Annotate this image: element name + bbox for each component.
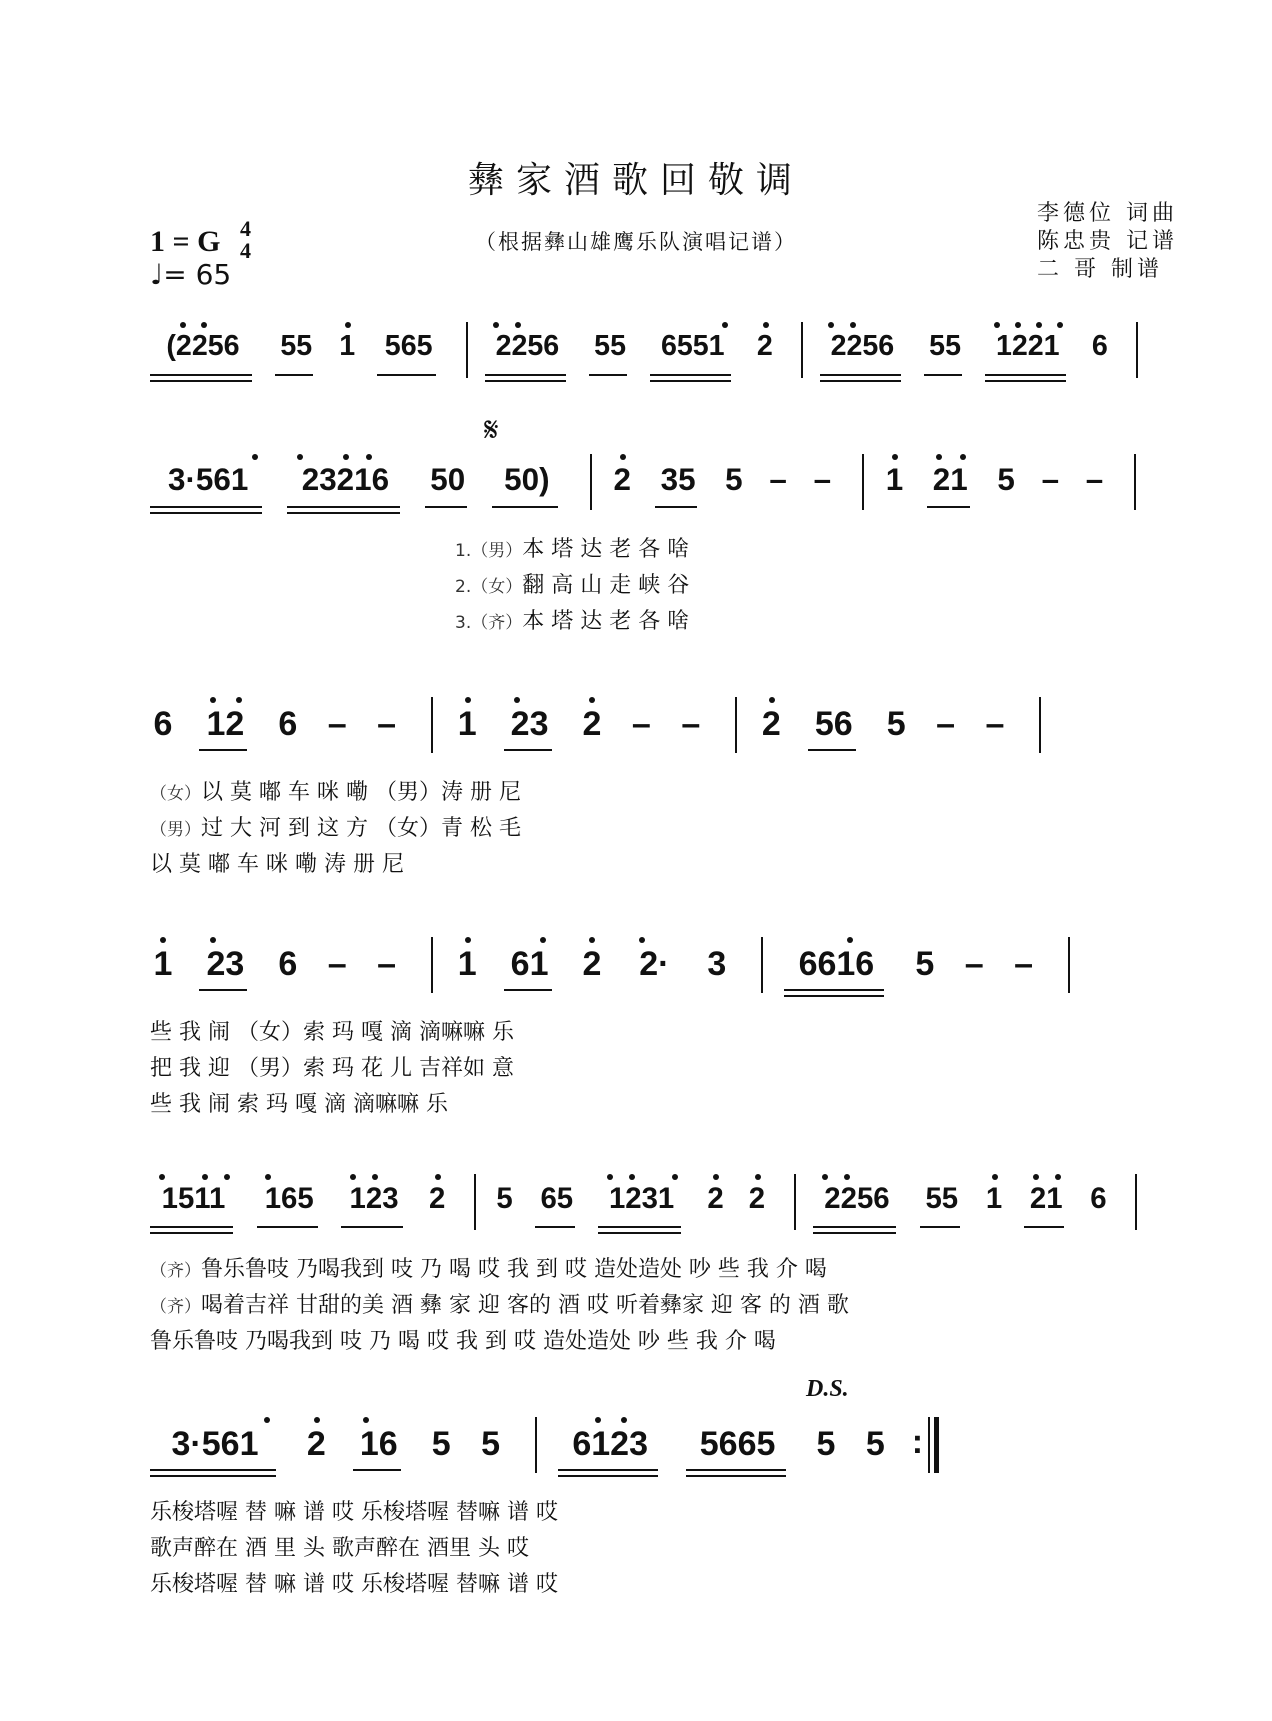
beam-line: [199, 989, 247, 991]
beam-line: [535, 1226, 575, 1228]
beam-line: [808, 749, 856, 751]
octave-dot: [1055, 1174, 1061, 1180]
octave-dot: [540, 937, 546, 943]
note-group: 5: [496, 1182, 513, 1215]
barline: [466, 322, 468, 378]
note-group: –: [327, 705, 347, 743]
note-group: 61: [510, 945, 549, 983]
note-group: –: [631, 705, 651, 743]
note-group: 1231: [608, 1182, 675, 1215]
barline: [1039, 697, 1041, 753]
lyric-voice-tag: （女）: [150, 784, 201, 804]
octave-dot: [1015, 322, 1021, 328]
note-group: –: [964, 945, 984, 983]
note-group: –: [327, 945, 347, 983]
lyric-line: [150, 1567, 558, 1598]
octave-dot: [672, 1174, 678, 1180]
lyric-text: 喝着吉祥 甘甜的美 酒 彝 家 迎 客的 酒 哎 听着彝家 迎 客 的 酒 歌: [201, 1293, 849, 1318]
lyric-line: [455, 568, 689, 599]
barline: [801, 322, 803, 378]
note-group: 5: [481, 1425, 501, 1463]
lyric-line: [455, 532, 689, 563]
note-group: 1511: [161, 1182, 226, 1215]
note-group: 165: [264, 1182, 314, 1215]
note-group: 2: [761, 705, 781, 743]
note-group: 5: [886, 705, 906, 743]
octave-dot: [372, 1174, 378, 1180]
note-group: 21: [1029, 1182, 1063, 1215]
octave-dot: [620, 454, 626, 460]
note-group: 21: [932, 462, 968, 497]
note-group: 35: [660, 462, 696, 497]
beam-line-second: [784, 995, 884, 997]
octave-dot: [607, 1174, 613, 1180]
lyric-line: [150, 811, 521, 842]
note-group: 65: [540, 1182, 574, 1215]
note-group: 6616: [798, 945, 875, 983]
note-group: 16: [359, 1425, 398, 1463]
note-group: –: [1041, 462, 1060, 497]
note-group: 1: [457, 945, 477, 983]
lyric-text: 歌声醉在 酒 里 头 歌声醉在 酒里 头 哎: [150, 1536, 529, 1561]
octave-dot: [435, 1174, 441, 1180]
octave-dot: [224, 1174, 230, 1180]
beam-line-second: [485, 380, 566, 382]
beam-line-second: [650, 380, 731, 382]
barline: [431, 697, 433, 753]
note-group: 55: [594, 330, 626, 362]
octave-dot: [589, 697, 595, 703]
lyric-line: [150, 1051, 514, 1082]
lyric-text: 把 我 迎 （男）索 玛 花 儿 吉祥如 意: [150, 1056, 514, 1081]
octave-dot: [850, 322, 856, 328]
octave-dot: [159, 1174, 165, 1180]
octave-dot: [763, 322, 769, 328]
octave-dot: [202, 1174, 208, 1180]
song-title: 彝家酒歌回敬调: [467, 160, 804, 201]
barline: [431, 937, 433, 993]
lyric-line: [150, 1087, 448, 1118]
barline: [794, 1174, 796, 1230]
credit-engraving: 二 哥 制谱: [1037, 257, 1163, 282]
lyric-voice-tag: 3.（齐）: [455, 613, 523, 633]
lyric-voice-tag: 2.（女）: [455, 577, 523, 597]
lyric-text: 以 莫 嘟 车 咪 嘞 （男）涛 册 尼: [201, 780, 521, 805]
beam-line: [985, 374, 1066, 376]
note-group: 5: [865, 1425, 885, 1463]
meter-top: 4: [240, 216, 251, 241]
segno-icon: 𝄋: [484, 410, 499, 450]
beam-line: [504, 989, 552, 991]
credit-lyrics-music: 李德位 词曲: [1037, 201, 1178, 226]
octave-dot: [265, 1174, 271, 1180]
note-group: –: [377, 945, 397, 983]
lyric-line: [150, 1531, 529, 1562]
song-subtitle: （根据彝山雄鹰乐队演唱记谱）: [475, 230, 797, 254]
note-group: 1: [985, 1182, 1003, 1215]
octave-dot: [960, 454, 966, 460]
note-group: 2256: [495, 330, 560, 362]
beam-line: [150, 1469, 276, 1471]
beam-line-second: [287, 512, 399, 514]
beam-line-second: [150, 512, 262, 514]
credit-transcription: 陈忠贵 记谱: [1037, 229, 1178, 254]
octave-dot: [236, 697, 242, 703]
octave-dot: [847, 937, 853, 943]
note-group: 5: [997, 462, 1015, 497]
octave-dot: [1036, 322, 1042, 328]
barline: [590, 454, 592, 510]
octave-dot: [363, 1417, 369, 1423]
note-group: 3·561: [171, 1425, 259, 1463]
lyric-text: 鲁乐鲁吱 乃喝我到 吱 乃 喝 哎 我 到 哎 造处造处 吵 些 我 介 喝: [201, 1257, 827, 1282]
barline: [474, 1174, 476, 1230]
beam-line: [287, 506, 399, 508]
note-group: 55: [280, 330, 313, 362]
note-group: 12: [206, 705, 245, 743]
ds-marking: D.S.: [806, 1376, 849, 1402]
note-group: 2: [613, 462, 631, 497]
octave-dot: [465, 937, 471, 943]
note-group: 6: [278, 705, 298, 743]
note-group: 2: [756, 330, 773, 362]
note-group: 565: [384, 330, 433, 362]
beam-line-second: [820, 380, 901, 382]
beam-line: [813, 1226, 896, 1228]
note-group: 5665: [699, 1425, 776, 1463]
beam-line: [820, 374, 901, 376]
note-group: –: [936, 705, 956, 743]
key-signature: 1 = G: [150, 225, 221, 258]
lyric-text: 过 大 河 到 这 方 （女）青 松 毛: [201, 816, 521, 841]
lyric-line: [150, 775, 521, 806]
lyric-text: 乐梭塔喔 替 嘛 谱 哎 乐梭塔喔 替嘛 谱 哎: [150, 1572, 558, 1597]
octave-dot: [595, 1417, 601, 1423]
octave-dot: [493, 322, 499, 328]
note-group: 6551: [660, 330, 725, 362]
beam-line: [920, 1226, 960, 1228]
octave-dot: [297, 454, 303, 460]
note-group: 2: [582, 705, 602, 743]
lyric-voice-tag: （齐）: [150, 1297, 201, 1317]
beam-line: [924, 374, 962, 376]
beam-line-second: [150, 1232, 233, 1234]
lyric-voice-tag: 1.（男）: [455, 541, 523, 561]
octave-dot: [345, 322, 351, 328]
note-group: 123: [349, 1182, 399, 1215]
note-group: 1: [339, 330, 356, 362]
note-group: –: [377, 705, 397, 743]
note-group: 2·: [639, 945, 670, 983]
note-group: 2: [707, 1182, 724, 1215]
beam-line: [485, 374, 566, 376]
octave-dot: [1057, 322, 1063, 328]
final-barline-thick: [934, 1417, 939, 1473]
lyric-text: 些 我 闹 （女）索 玛 嘎 滴 滴嘛嘛 乐: [150, 1020, 514, 1045]
octave-dot: [755, 1174, 761, 1180]
octave-dot: [465, 697, 471, 703]
barline: [1068, 937, 1070, 993]
beam-line: [150, 1226, 233, 1228]
octave-dot: [366, 454, 372, 460]
note-group: 1: [153, 945, 173, 983]
beam-line: [275, 374, 313, 376]
beam-line: [257, 1226, 318, 1228]
note-group: 3: [707, 945, 727, 983]
beam-line: [1024, 1226, 1064, 1228]
note-group: 6123: [572, 1425, 648, 1463]
note-group: 56: [814, 705, 853, 743]
lyric-text: 翻 高 山 走 峡 谷: [522, 573, 690, 598]
octave-dot: [314, 1417, 320, 1423]
beam-line: [927, 506, 970, 508]
beam-line-second: [150, 380, 252, 382]
note-group: 6: [1091, 330, 1108, 362]
note-group: 2: [306, 1425, 326, 1463]
octave-dot: [252, 454, 258, 460]
final-barline-thin: [928, 1417, 930, 1473]
note-group: 55: [925, 1182, 959, 1215]
octave-dot: [828, 322, 834, 328]
beam-line: [425, 506, 468, 508]
beam-line-second: [150, 1475, 276, 1477]
lyric-line: [150, 1324, 776, 1355]
octave-dot: [1033, 1174, 1039, 1180]
beam-line-second: [985, 380, 1066, 382]
note-group: 5: [431, 1425, 451, 1463]
note-group: 2256: [830, 330, 895, 362]
note-group: 2: [428, 1182, 446, 1215]
beam-line: [784, 989, 884, 991]
note-group: –: [985, 705, 1005, 743]
lyric-voice-tag: （男）: [150, 820, 201, 840]
lyric-line: [455, 604, 689, 635]
lyric-text: 鲁乐鲁吱 乃喝我到 吱 乃 喝 哎 我 到 哎 造处造处 吵 些 我 介 喝: [150, 1329, 776, 1354]
final-repeat-barline: :: [911, 1423, 924, 1461]
beam-line: [686, 1469, 786, 1471]
octave-dot: [343, 454, 349, 460]
octave-dot: [210, 937, 216, 943]
octave-dot: [160, 937, 166, 943]
lyric-text: 本 塔 达 老 各 啥: [522, 537, 690, 562]
beam-line: [150, 506, 262, 508]
octave-dot: [713, 1174, 719, 1180]
octave-dot: [892, 454, 898, 460]
octave-dot: [264, 1417, 270, 1423]
beam-line: [504, 749, 552, 751]
beam-line: [589, 374, 627, 376]
octave-dot: [515, 322, 521, 328]
barline: [535, 1417, 537, 1473]
barline: [761, 937, 763, 993]
barline: [1134, 454, 1136, 510]
barline: [735, 697, 737, 753]
note-group: 5: [915, 945, 935, 983]
octave-dot: [936, 454, 942, 460]
beam-line: [655, 506, 698, 508]
lyric-line: [150, 1252, 827, 1283]
note-group: 23: [510, 705, 549, 743]
beam-line: [492, 506, 558, 508]
octave-dot: [180, 322, 186, 328]
beam-line: [558, 1469, 658, 1471]
octave-dot: [992, 1174, 998, 1180]
note-group: 5: [816, 1425, 836, 1463]
note-group: –: [1014, 945, 1034, 983]
note-group: –: [1085, 462, 1104, 497]
lyric-text: 些 我 闹 索 玛 嘎 滴 滴嘛嘛 乐: [150, 1092, 448, 1117]
barline: [1135, 1174, 1137, 1230]
tempo-marking: ♩= 65: [150, 258, 232, 291]
note-group: 3·561: [168, 462, 249, 497]
note-group: 1221: [995, 330, 1060, 362]
beam-line: [377, 374, 437, 376]
note-group: –: [681, 705, 701, 743]
beam-line-second: [598, 1232, 681, 1234]
note-group: –: [813, 462, 832, 497]
note-group: (2256: [166, 330, 240, 362]
beam-line: [598, 1226, 681, 1228]
note-group: 2256: [824, 1182, 890, 1215]
lyric-line: [150, 847, 404, 878]
octave-dot: [350, 1174, 356, 1180]
lyric-text: 以 莫 嘟 车 咪 嘞 涛 册 尼: [150, 852, 404, 877]
note-group: 2: [582, 945, 602, 983]
beam-line: [150, 374, 252, 376]
beam-line: [341, 1226, 402, 1228]
beam-line-second: [813, 1232, 896, 1234]
lyric-text: 本 塔 达 老 各 啥: [522, 609, 690, 634]
octave-dot: [822, 1174, 828, 1180]
octave-dot: [844, 1174, 850, 1180]
note-group: 50: [430, 462, 466, 497]
note-group: 1: [457, 705, 477, 743]
barline: [1136, 322, 1138, 378]
note-group: 2: [748, 1182, 766, 1215]
note-group: 6: [278, 945, 298, 983]
note-group: 5: [725, 462, 743, 497]
octave-dot: [769, 697, 775, 703]
octave-dot: [589, 937, 595, 943]
meter-bottom: 4: [240, 238, 251, 263]
octave-dot: [201, 322, 207, 328]
lyric-text: 乐梭塔喔 替 嘛 谱 哎 乐梭塔喔 替嘛 谱 哎: [150, 1500, 558, 1525]
note-group: 6: [153, 705, 173, 743]
note-group: 6: [1090, 1182, 1107, 1215]
note-group: 50): [504, 462, 550, 497]
note-group: 23216: [301, 462, 390, 497]
note-group: 55: [929, 330, 961, 362]
octave-dot: [621, 1417, 627, 1423]
note-group: 1: [885, 462, 904, 497]
lyric-line: [150, 1015, 514, 1046]
note-group: 23: [206, 945, 245, 983]
beam-line-second: [686, 1475, 786, 1477]
octave-dot: [722, 322, 728, 328]
beam-line: [199, 749, 247, 751]
lyric-line: [150, 1288, 849, 1319]
beam-line: [353, 1469, 401, 1471]
octave-dot: [514, 697, 520, 703]
beam-line: [650, 374, 731, 376]
lyric-voice-tag: （齐）: [150, 1261, 201, 1281]
barline: [862, 454, 864, 510]
beam-line-second: [558, 1475, 658, 1477]
lyric-line: [150, 1495, 558, 1526]
note-group: –: [769, 462, 787, 497]
octave-dot: [994, 322, 1000, 328]
octave-dot: [639, 937, 645, 943]
octave-dot: [629, 1174, 635, 1180]
octave-dot: [210, 697, 216, 703]
